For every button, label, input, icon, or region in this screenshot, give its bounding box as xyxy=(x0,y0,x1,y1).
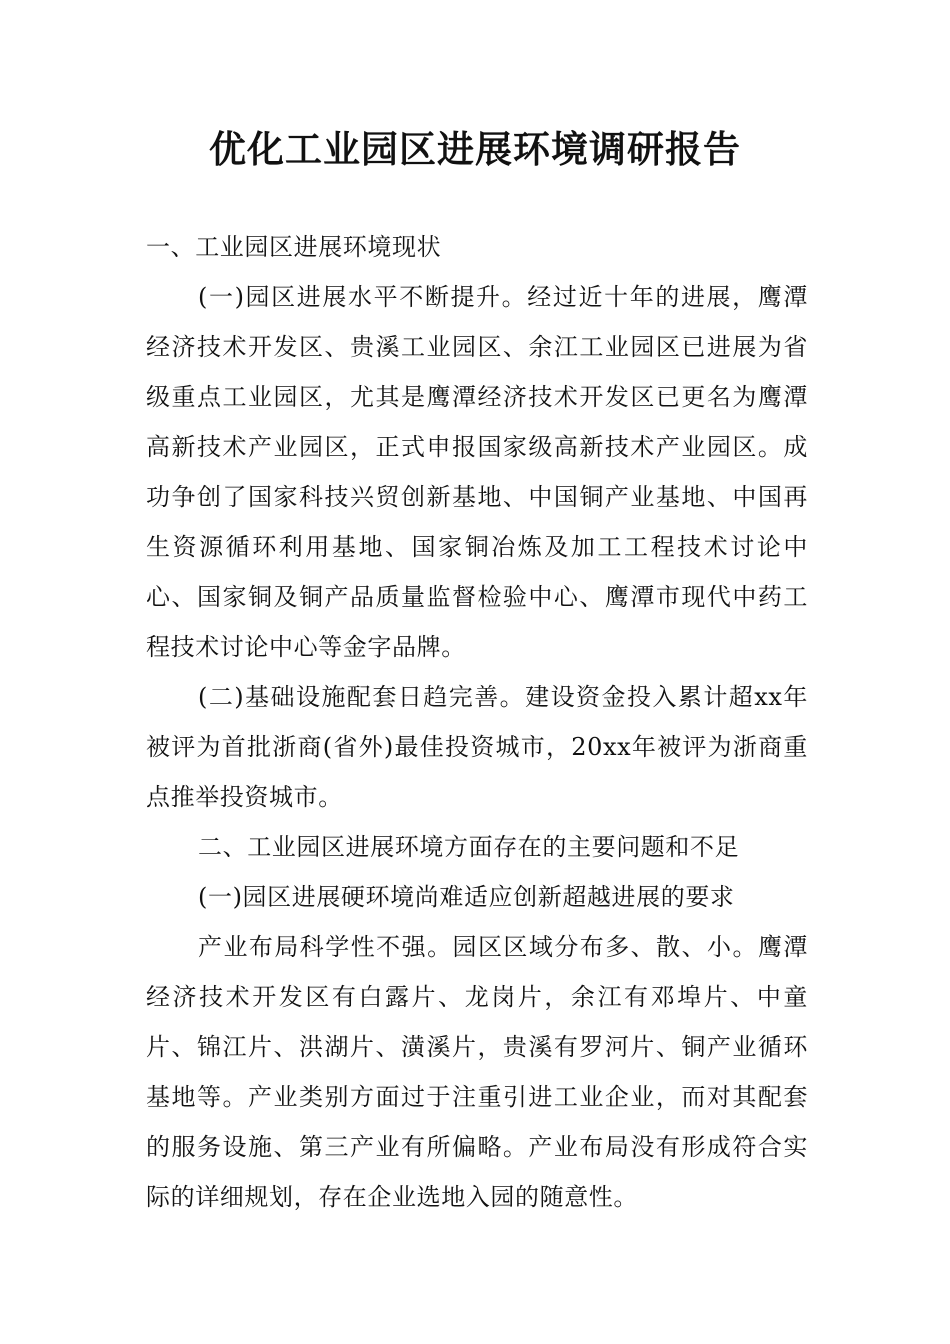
document-body xyxy=(146,222,808,1222)
paragraph-3: 产业布局科学性不强。园区区域分布多、散、小。鹰潭经济技术开发区有白露片、龙岗片，余江有邓埠片、中童片、锦江片、洪湖片、潢溪片，贵溪有罗河片、铜产业循环基地等。产业类别方面过于注重引进工业企业，而对其配套的服务设施、第三产业有所偏略。产业布局没有形成符合实际的详细规划，存在企业选地入园的随意性。 xyxy=(146,933,808,1211)
section-heading-2: 二、工业园区进展环境方面存在的主要问题和不足 xyxy=(198,833,740,861)
paragraph-1: (一)园区进展水平不断提升。经过近十年的进展，鹰潭经济技术开发区、贵溪工业园区、余江工业园区已进展为省级重点工业园区，尤其是鹰潭经济技术开发区已更名为鹰潭高新技术产业园区，正式申报国家级高新技术产业园区。成功争创了国家科技兴贸创新基地、中国铜产业基地、中国再生资源循环利用基地、国家铜冶炼及加工工程技术讨论中心、国家铜及铜产品质量监督检验中心、鹰潭市现代中药工程技术讨论中心等金字品牌。 xyxy=(146,283,808,661)
section-heading-1: 一、工业园区进展环境现状 xyxy=(146,233,442,261)
paragraph-2: (二)基础设施配套日趋完善。建设资金投入累计超xx年被评为首批浙商(省外)最佳投资城市，20xx年被评为浙商重点推举投资城市。 xyxy=(146,683,808,811)
subsection-heading-1: (一)园区进展硬环境尚难适应创新超越进展的要求 xyxy=(198,883,735,911)
document-title: 优化工业园区进展环境调研报告 xyxy=(209,128,741,171)
